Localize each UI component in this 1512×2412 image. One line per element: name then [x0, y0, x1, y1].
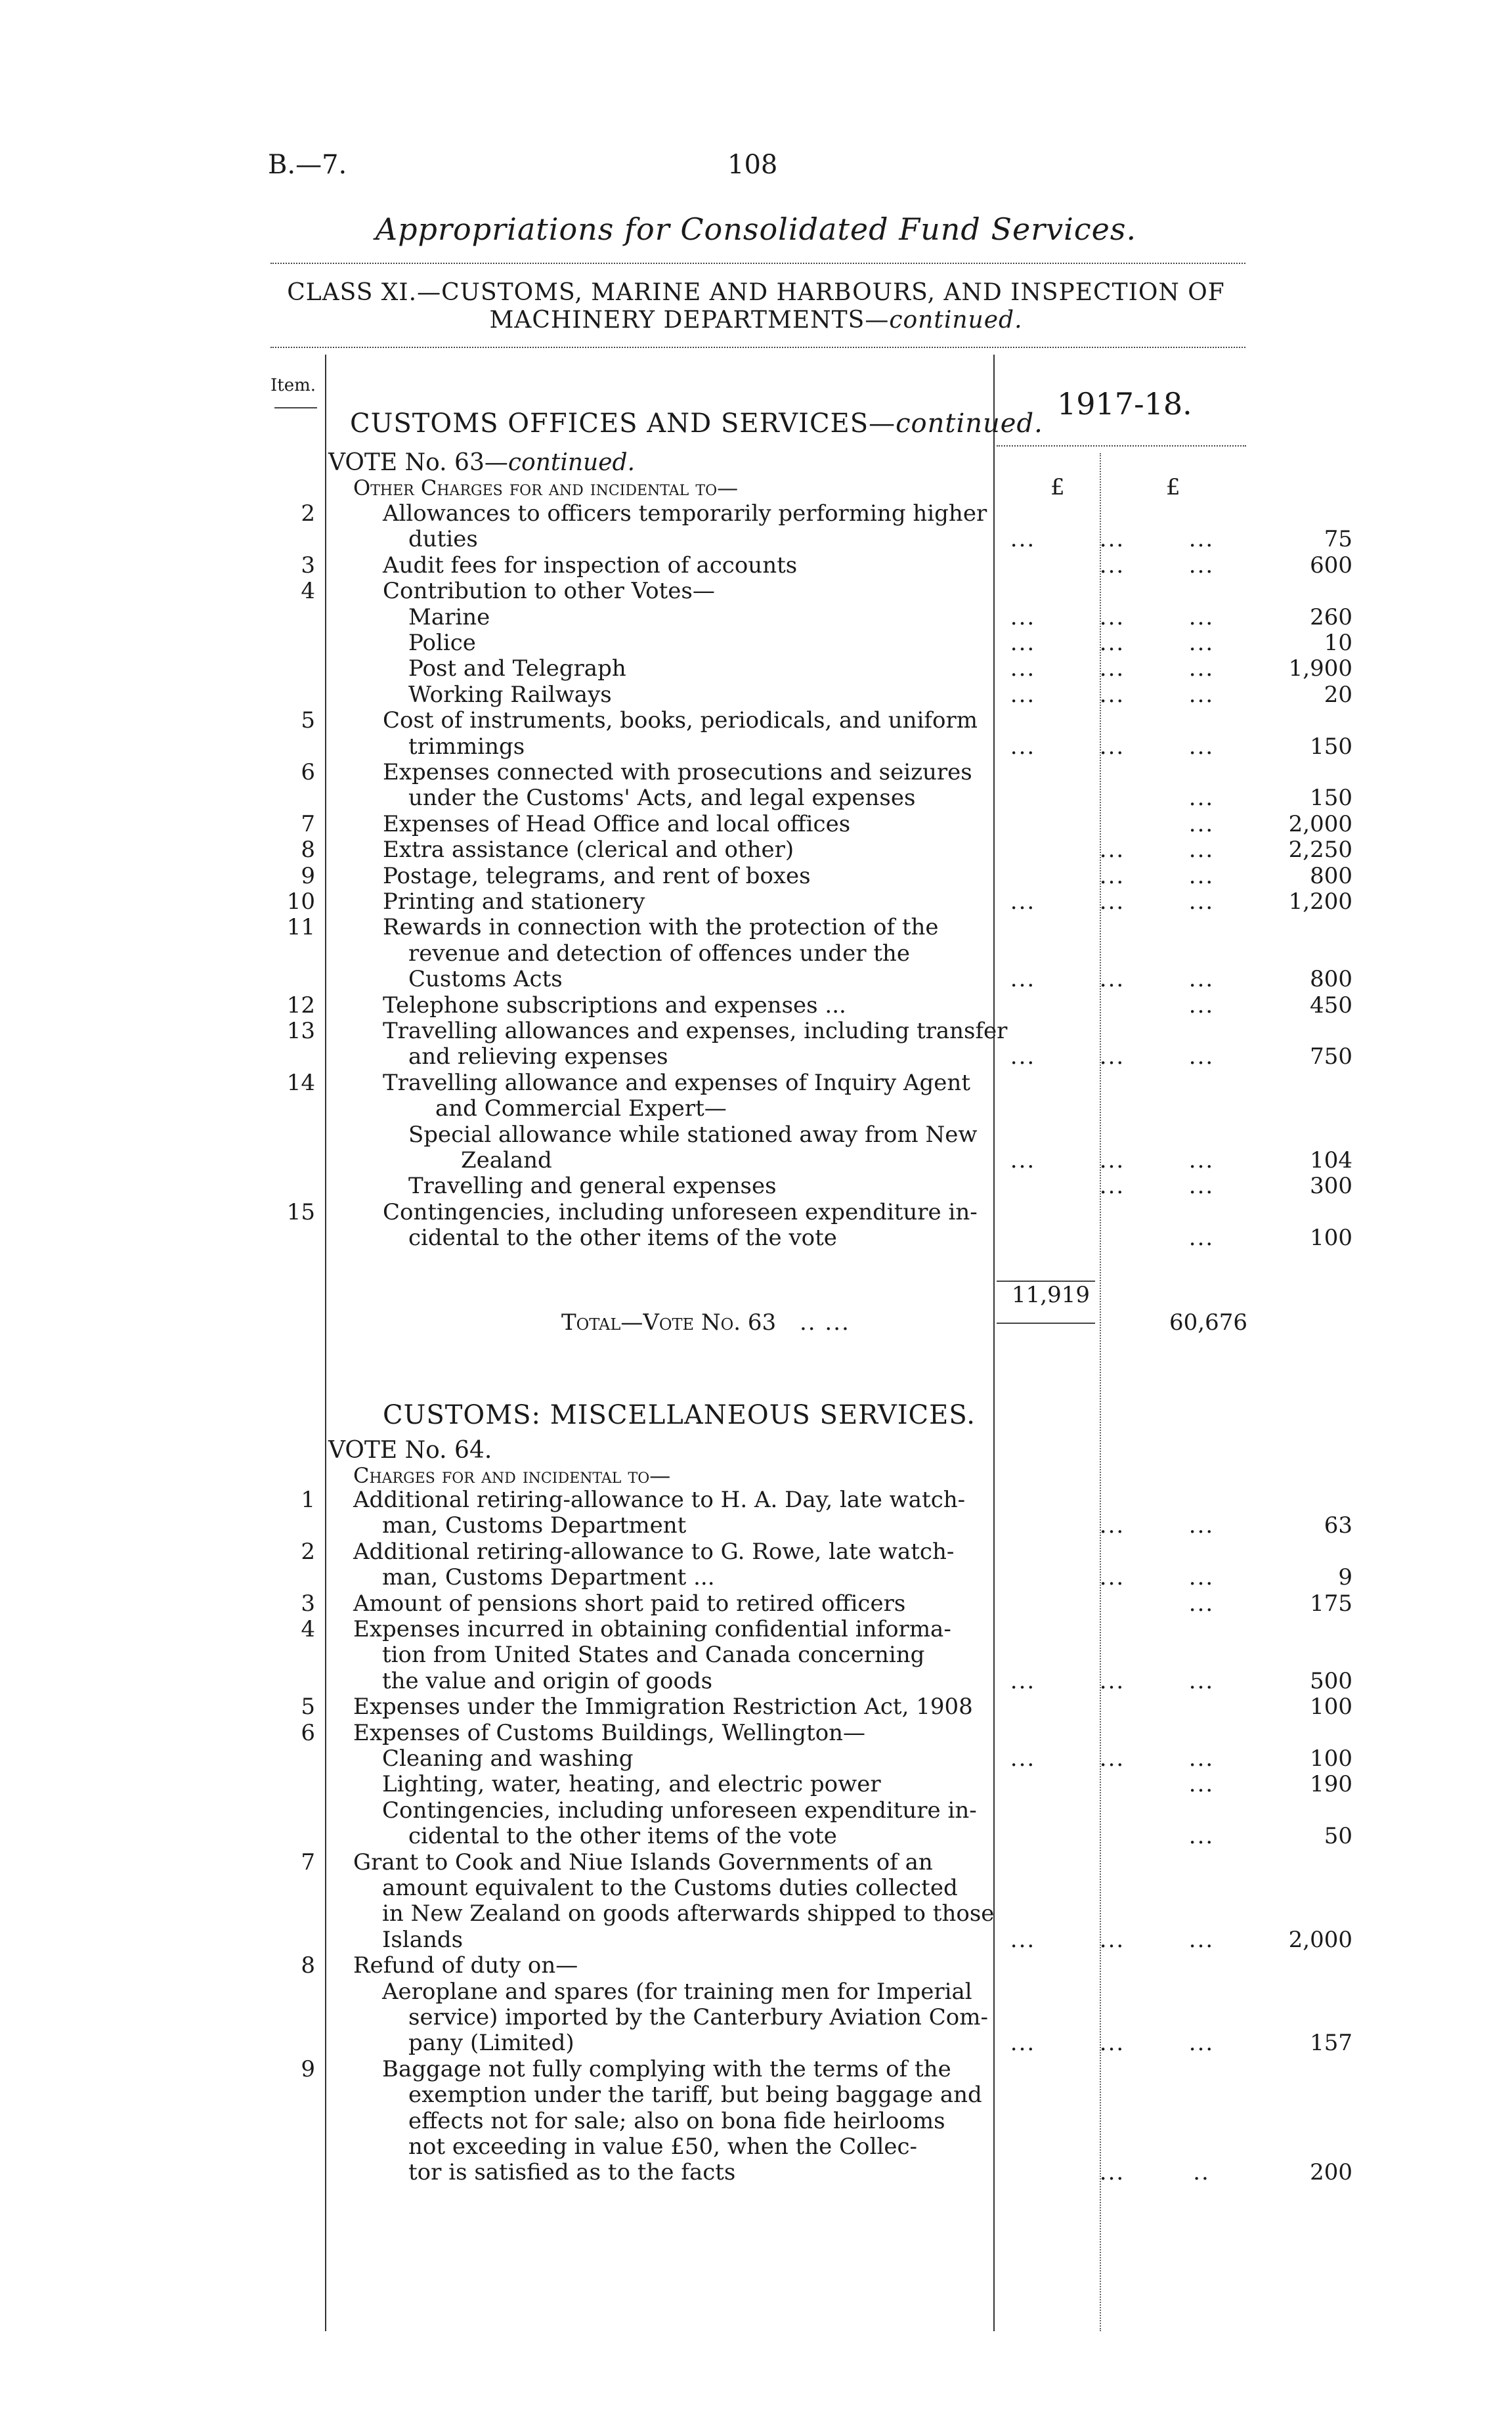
table-row — [263, 2108, 1477, 2134]
item-amount: 800 — [1310, 966, 1352, 993]
table-row — [263, 837, 1477, 863]
leader-dots: ... ... ... — [1010, 630, 1215, 656]
item-description: effects not for sale; also on bona fide heirlooms — [408, 2107, 945, 2134]
table-row — [263, 1539, 1477, 1565]
leader-dots: ... ... — [1099, 552, 1215, 579]
item-number: 7 — [301, 1849, 315, 1875]
item-number: 9 — [301, 2055, 315, 2082]
item-description: duties — [408, 526, 478, 553]
table-row — [263, 1199, 1477, 1225]
table-row — [263, 1147, 1477, 1173]
item-description: Customs Acts — [408, 966, 563, 993]
item-description: Police — [408, 630, 476, 656]
table-row — [263, 500, 1477, 527]
item-number: 7 — [301, 810, 315, 837]
item-description: Expenses connected with prosecutions and seizures — [383, 759, 972, 785]
table-row — [263, 578, 1477, 604]
table-row — [263, 1070, 1477, 1096]
table-row — [263, 604, 1477, 630]
item-number: 8 — [301, 837, 315, 864]
item-description: Lighting, water, heating, and electric power — [382, 1771, 881, 1798]
item-description: man, Customs Department — [382, 1512, 687, 1539]
table-row — [263, 630, 1477, 656]
vote-heading-63: VOTE No. 63—continued. — [328, 449, 636, 476]
table-row — [263, 2134, 1477, 2160]
item-description: tor is satisfied as to the facts — [408, 2159, 736, 2186]
item-description: Allowances to officers temporarily performing higher — [383, 500, 987, 527]
table-row — [263, 1823, 1477, 1849]
item-amount: 450 — [1310, 992, 1352, 1019]
leader-dots: ... ... ... — [1010, 733, 1215, 760]
leader-dots: ... .. — [1099, 2159, 1210, 2186]
table-row — [263, 734, 1477, 760]
table-row — [263, 940, 1477, 967]
item-amount: 63 — [1324, 1512, 1352, 1539]
item-description: under the Customs' Acts, and legal expenses — [408, 785, 916, 812]
item-description: exemption under the tariff, but being baggage and — [408, 2082, 982, 2109]
table-row — [263, 655, 1477, 682]
year-column-header: 1917-18. — [1057, 386, 1192, 422]
table-row — [263, 1797, 1477, 1824]
year-rule — [997, 445, 1246, 447]
item-description: in New Zealand on goods afterwards shipped to those — [382, 1900, 995, 1927]
item-number: 6 — [301, 759, 315, 785]
item-description: man, Customs Department ... — [382, 1564, 715, 1591]
item-number: 13 — [286, 1018, 315, 1044]
leader-dots: ... — [1188, 785, 1215, 812]
item-description: Additional retiring-allowance to G. Rowe, late watch- — [353, 1538, 955, 1565]
leader-dots: ... ... ... — [1010, 2030, 1215, 2057]
item-description: Refund of duty on— — [353, 1952, 578, 1979]
item-description: Additional retiring-allowance to H. A. Day, late watch- — [353, 1487, 966, 1513]
item-amount: 190 — [1310, 1771, 1352, 1798]
class-rule — [270, 347, 1245, 348]
item-number: 3 — [301, 1590, 315, 1617]
table-row — [263, 1173, 1477, 1199]
item-description: Postage, telegrams, and rent of boxes — [383, 862, 811, 889]
item-number: 4 — [301, 1616, 315, 1642]
item-description: not exceeding in value £50, when the Collec- — [408, 2134, 917, 2160]
item-description: cidental to the other items of the vote — [408, 1823, 837, 1850]
table-row — [263, 1927, 1477, 1953]
table-row — [263, 1668, 1477, 1694]
table-row — [263, 2159, 1477, 2185]
class-heading-line2: MACHINERY DEPARTMENTS—continued. — [489, 307, 1023, 334]
item-amount: 100 — [1310, 1694, 1352, 1721]
section-heading-customs-offices: CUSTOMS OFFICES AND SERVICES—continued. — [350, 408, 1043, 439]
item-description: Islands — [382, 1926, 464, 1953]
leader-dots: ... ... ... — [1010, 1926, 1215, 1953]
leader-dots: ... ... ... — [1010, 655, 1215, 682]
item-description: Working Railways — [408, 681, 612, 708]
table-row — [263, 682, 1477, 708]
item-amount: 800 — [1310, 862, 1352, 889]
item-number: 3 — [301, 552, 315, 579]
item-amount: 500 — [1310, 1667, 1352, 1694]
section-heading-miscellaneous: CUSTOMS: MISCELLANEOUS SERVICES. — [383, 1400, 976, 1430]
item-number: 11 — [286, 914, 315, 941]
table-row — [263, 1043, 1477, 1070]
table-row — [263, 1018, 1477, 1044]
item-description: Telephone subscriptions and expenses ... — [383, 992, 846, 1019]
table-row — [263, 1512, 1477, 1539]
table-row — [263, 1952, 1477, 1979]
leader-dots: ... ... ... — [1010, 966, 1215, 993]
leader-dots: ... ... — [1099, 837, 1215, 864]
page-number: 108 — [727, 150, 778, 180]
vote-63-total: 60,676 — [1169, 1309, 1247, 1336]
item-description: Special allowance while stationed away from New — [408, 1121, 978, 1148]
leader-dots: ... — [1188, 1590, 1215, 1617]
item-description: and relieving expenses — [408, 1043, 668, 1070]
item-number: 6 — [301, 1719, 315, 1746]
table-row — [263, 914, 1477, 940]
item-amount: 100 — [1310, 1225, 1352, 1252]
leader-dots: ... ... ... — [1010, 526, 1215, 553]
vote-63-total-dots: .. ... — [800, 1309, 850, 1336]
table-row — [263, 1616, 1477, 1642]
item-description: Cost of instruments, books, periodicals, and uniform — [383, 707, 978, 734]
item-description: Contribution to other Votes— — [383, 578, 715, 605]
vote-63-subtotal: 11,919 — [1012, 1282, 1090, 1308]
leader-dots: ... — [1188, 992, 1215, 1019]
leader-dots: ... ... ... — [1010, 1667, 1215, 1694]
item-amount: 9 — [1338, 1564, 1352, 1591]
table-row — [263, 1590, 1477, 1617]
table-row — [263, 785, 1477, 811]
leader-dots: ... — [1188, 810, 1215, 837]
leader-dots: ... ... ... — [1010, 1745, 1215, 1772]
item-number: 1 — [301, 1487, 315, 1513]
item-description: Expenses incurred in obtaining confidential informa- — [353, 1616, 951, 1642]
table-row — [263, 1875, 1477, 1901]
item-amount: 10 — [1324, 630, 1352, 656]
table-row — [263, 966, 1477, 992]
leader-dots: ... — [1188, 1771, 1215, 1798]
item-description: pany (Limited) — [408, 2030, 574, 2057]
item-description: Baggage not fully complying with the terms of the — [382, 2055, 951, 2082]
table-row — [263, 526, 1477, 552]
item-description: cidental to the other items of the vote — [408, 1225, 837, 1252]
item-amount: 2,000 — [1288, 810, 1352, 837]
class-heading — [0, 279, 1512, 334]
table-row — [263, 1771, 1477, 1797]
item-description: Travelling allowance and expenses of Inquiry Agent — [383, 1069, 970, 1096]
table-row — [263, 1849, 1477, 1875]
item-description: Extra assistance (clerical and other) — [383, 837, 794, 864]
item-number: 10 — [286, 888, 315, 915]
currency-symbol-2: £ — [1166, 474, 1180, 500]
table-row — [263, 1979, 1477, 2005]
item-description: revenue and detection of offences under the — [408, 940, 910, 967]
item-amount: 1,200 — [1288, 888, 1352, 915]
item-description: Expenses of Customs Buildings, Wellington— — [353, 1719, 866, 1746]
item-description: Travelling and general expenses — [408, 1173, 777, 1200]
item-description: amount equivalent to the Customs duties collected — [382, 1875, 958, 1901]
item-number: 2 — [301, 500, 315, 527]
table-row — [263, 1487, 1477, 1513]
table-row — [263, 2004, 1477, 2030]
item-number: 12 — [286, 992, 315, 1019]
item-description: Contingencies, including unforeseen expenditure in- — [382, 1797, 977, 1824]
item-description: Contingencies, including unforeseen expenditure in- — [383, 1198, 978, 1225]
table-row — [263, 2082, 1477, 2108]
item-description: Zealand — [461, 1147, 552, 1173]
vote-heading-64: VOTE No. 64. — [328, 1437, 492, 1464]
table-row — [263, 2030, 1477, 2056]
vote-63-total-label: Total—Vote No. 63 — [561, 1309, 777, 1336]
table-row — [263, 1900, 1477, 1927]
item-number: 5 — [301, 1694, 315, 1721]
item-amount: 2,000 — [1288, 1926, 1352, 1953]
table-row — [263, 1694, 1477, 1720]
table-row — [263, 1122, 1477, 1148]
item-header-rule — [274, 407, 317, 408]
table-row — [263, 888, 1477, 915]
item-description: service) imported by the Canterbury Aviation Com- — [408, 2004, 988, 2030]
item-column-header: Item. — [270, 376, 316, 395]
leader-dots: ... ... — [1099, 1564, 1215, 1591]
currency-symbol-1: £ — [1050, 474, 1065, 500]
table-row — [263, 811, 1477, 837]
table-row — [263, 759, 1477, 785]
page-title: Appropriations for Consolidated Fund Services. — [375, 211, 1137, 247]
document-reference: B.—7. — [268, 150, 347, 180]
item-description: Printing and stationery — [383, 888, 645, 915]
item-number: 15 — [286, 1198, 315, 1225]
item-description: Audit fees for inspection of accounts — [383, 552, 798, 579]
item-amount: 200 — [1310, 2159, 1352, 2186]
item-amount: 300 — [1310, 1173, 1352, 1200]
item-number: 14 — [286, 1069, 315, 1096]
leader-dots: ... ... — [1099, 1512, 1215, 1539]
leader-dots: ... ... — [1099, 1173, 1215, 1200]
item-number: 2 — [301, 1538, 315, 1565]
item-number: 5 — [301, 707, 315, 734]
item-amount: 157 — [1310, 2030, 1352, 2057]
item-number: 4 — [301, 578, 315, 605]
item-amount: 100 — [1310, 1745, 1352, 1772]
item-amount: 175 — [1310, 1590, 1352, 1617]
item-description: Expenses under the Immigration Restriction Act, 1908 — [353, 1694, 973, 1721]
table-row — [263, 1745, 1477, 1772]
table-row — [263, 552, 1477, 579]
table-row — [263, 1095, 1477, 1122]
table-row — [263, 707, 1477, 734]
item-amount: 2,250 — [1288, 837, 1352, 864]
table-row — [263, 2056, 1477, 2082]
item-number: 8 — [301, 1952, 315, 1979]
item-amount: 150 — [1310, 785, 1352, 812]
leader-dots: ... ... ... — [1010, 603, 1215, 630]
item-description: Rewards in connection with the protection of the — [383, 914, 939, 941]
table-row — [263, 1225, 1477, 1251]
item-description: Travelling allowances and expenses, including transfer — [383, 1018, 1008, 1044]
item-description: Post and Telegraph — [408, 655, 626, 682]
item-amount: 75 — [1324, 526, 1352, 553]
class-heading-line1: CLASS XI.—CUSTOMS, MARINE AND HARBOURS, AND INSPECTION OF — [287, 279, 1225, 306]
leader-dots: ... ... ... — [1010, 681, 1215, 708]
leader-dots: ... — [1188, 1823, 1215, 1850]
item-amount: 104 — [1310, 1147, 1352, 1173]
item-amount: 20 — [1324, 681, 1352, 708]
item-description: Expenses of Head Office and local offices — [383, 810, 851, 837]
leader-dots: ... ... ... — [1010, 888, 1215, 915]
leader-dots: ... ... ... — [1010, 1147, 1215, 1173]
item-description: Marine — [408, 603, 490, 630]
item-description: Aeroplane and spares (for training men for Imperial — [382, 1978, 972, 2005]
item-number: 9 — [301, 862, 315, 889]
item-description: and Commercial Expert— — [435, 1095, 727, 1122]
subhead-charges: Charges for and incidental to— — [353, 1463, 671, 1488]
table-row — [263, 863, 1477, 889]
leader-dots: ... ... ... — [1010, 1043, 1215, 1070]
leader-dots: ... — [1188, 1225, 1215, 1252]
leader-dots: ... ... — [1099, 862, 1215, 889]
item-amount: 50 — [1324, 1823, 1352, 1850]
table-row — [263, 1564, 1477, 1590]
total-rule — [997, 1323, 1095, 1324]
item-description: Cleaning and washing — [382, 1745, 634, 1772]
item-amount: 150 — [1310, 733, 1352, 760]
item-description: Grant to Cook and Niue Islands Governments of an — [353, 1849, 933, 1875]
item-description: tion from United States and Canada concerning — [382, 1642, 925, 1669]
title-rule — [270, 263, 1245, 264]
subhead-other-charges: Other Charges for and incidental to— — [353, 475, 739, 500]
item-amount: 750 — [1310, 1043, 1352, 1070]
item-amount: 1,900 — [1288, 655, 1352, 682]
item-description: trimmings — [408, 733, 525, 760]
item-amount: 260 — [1310, 603, 1352, 630]
table-row — [263, 1642, 1477, 1668]
item-amount: 600 — [1310, 552, 1352, 579]
table-row — [263, 1720, 1477, 1746]
table-row — [263, 992, 1477, 1019]
item-description: Amount of pensions short paid to retired officers — [353, 1590, 906, 1617]
item-description: the value and origin of goods — [382, 1667, 713, 1694]
